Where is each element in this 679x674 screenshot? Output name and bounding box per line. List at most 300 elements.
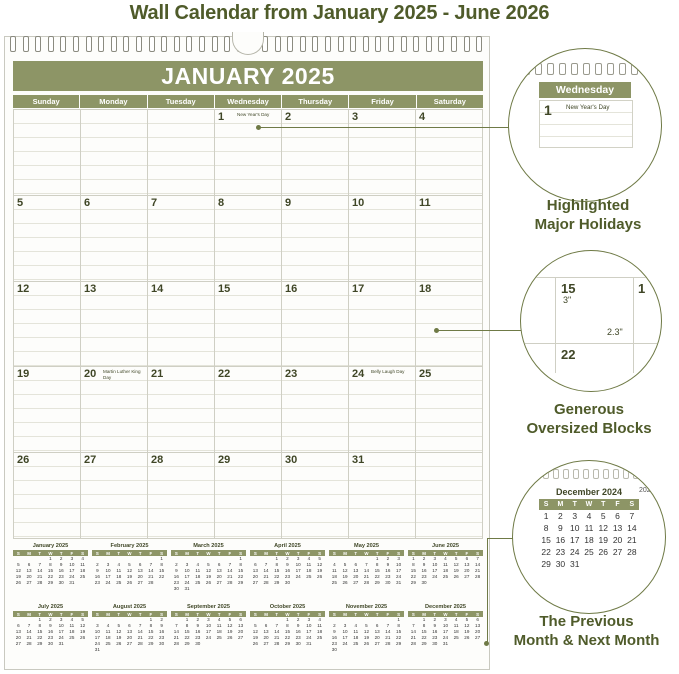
mini-calendar-title: March 2025 [193,543,224,549]
mini-day-cell: 24 [342,641,348,646]
mini-day-cell: 23 [331,641,337,646]
mini-day-cell: 11 [216,623,222,628]
mini-day-cell: 7 [275,623,279,628]
mini-weekday-header: F [67,611,78,617]
day-number: 26 [17,454,30,467]
mini-day-cell: 21 [227,574,233,579]
mini-calendar-table [13,611,88,647]
callout-mini-day-cell: 1 [543,511,549,521]
mini-day-cell: 12 [453,562,459,567]
callout-label-blocks-line1: Generous [553,401,625,418]
mini-day-cell: 3 [296,556,300,561]
mini-day-cell: 8 [185,623,189,628]
callout-mini-weekday-header: T [596,499,610,510]
mini-calendar-table [408,550,483,586]
mini-day-cell: 4 [333,562,336,567]
mini-calendar-title: June 2025 [431,543,460,549]
mini-day-cell: 24 [184,580,190,585]
mini-calendar-table [171,611,246,647]
mini-day-cell: 22 [238,574,244,579]
callout-day-left: 15 [561,281,576,296]
mini-day-cell: 11 [116,568,122,573]
mini-day-cell: 28 [227,580,233,585]
day-cell[interactable] [416,282,483,368]
mini-day-cell: 12 [80,623,86,628]
mini-calendar[interactable] [92,543,167,602]
day-cell[interactable] [282,453,349,539]
mini-day-cell: 16 [432,629,438,634]
mini-weekday-header: S [235,611,246,617]
mini-weekday-header: W [440,611,451,617]
mini-day-cell [113,647,124,653]
mini-day-cell: 26 [126,580,133,585]
day-cell[interactable] [148,453,215,539]
mini-day-cell: 27 [263,641,269,646]
mini-calendar[interactable] [250,604,325,663]
day-cell[interactable] [215,453,282,539]
mini-calendar[interactable] [408,604,483,663]
spiral-ring [613,469,619,479]
mini-calendar[interactable] [13,604,88,663]
mini-day-cell: 11 [317,623,322,628]
spiral-ring [199,36,205,52]
day-number: 29 [218,454,231,467]
mini-day-cell: 8 [397,623,400,628]
mini-day-cell: 9 [386,562,390,567]
day-number: 2 [285,111,292,123]
mini-day-cell: 23 [432,635,438,640]
callout-mini-day-cell: 15 [541,535,551,545]
mini-weekday-header: T [214,550,225,556]
callout-label-prevnext-line1: The Previous [539,613,634,630]
mini-day-cell: 14 [363,568,370,573]
mini-day-cell: 12 [252,629,258,634]
mini-day-cell: 26 [464,635,470,640]
day-cell[interactable] [148,367,215,453]
mini-day-cell: 1 [149,617,153,622]
mini-day-cell: 7 [38,562,42,567]
mini-day-cell: 16 [173,574,179,579]
mini-day-cell: 15 [148,629,154,634]
day-number: 18 [419,282,432,295]
mini-weekday-header: S [329,550,340,556]
spiral-ring [375,36,381,52]
callout-next-month-fragment: 2026 [639,487,655,494]
mini-day-cell: 27 [216,580,222,585]
mini-weekday-header: T [372,550,383,556]
mini-day-cell: 2 [333,623,336,628]
mini-calendar[interactable] [171,543,246,602]
day-cell[interactable] [416,196,483,282]
mini-day-cell: 19 [205,574,212,579]
day-cell-empty[interactable] [416,453,483,539]
mini-calendar[interactable] [171,604,246,663]
day-cell[interactable] [81,282,148,368]
mini-day-cell [429,580,440,586]
spiral-ring [464,36,470,52]
day-cell[interactable] [148,196,215,282]
day-cell[interactable] [148,282,215,368]
day-cell-empty[interactable] [81,110,148,196]
mini-day-cell: 29 [238,580,244,585]
callout-mini-title: December 2024 [555,487,623,497]
mini-day-cell: 27 [15,641,21,646]
mini-day-cell: 10 [184,568,190,573]
mini-day-cell: 1 [275,556,279,561]
day-cell[interactable] [282,196,349,282]
mini-day-cell: 6 [476,617,479,622]
mini-day-cell: 17 [205,629,212,634]
day-number: 21 [151,368,164,381]
day-cell[interactable] [215,282,282,368]
mini-day-cell: 7 [149,562,153,567]
mini-day-cell: 8 [38,623,42,628]
mini-day-cell: 2 [175,562,178,567]
mini-day-cell: 27 [137,580,143,585]
mini-day-cell [203,641,214,647]
mini-day-cell: 29 [421,641,427,646]
mini-day-cell: 5 [228,617,232,622]
mini-calendar-title: July 2025 [37,604,64,610]
mini-day-cell: 11 [331,568,337,573]
mini-weekday-header: F [462,611,473,617]
callout-mini-day-cell [582,558,596,570]
mini-day-cell: 6 [254,562,257,567]
callout-mini-day-cell: 23 [555,547,566,557]
callout-mini-day-cell: 14 [627,523,637,533]
mini-day-cell: 7 [27,623,31,628]
mini-day-cell: 4 [444,556,447,561]
mini-day-cell: 24 [396,574,402,579]
mini-day-cell: 5 [365,623,368,628]
day-number: 1 [218,111,225,123]
mini-day-cell: 27 [252,580,258,585]
mini-calendar[interactable] [408,543,483,602]
mini-weekday-header: S [77,550,88,556]
spiral-ring [136,36,142,52]
mini-day-cell: 22 [410,574,416,579]
mini-day-cell: 5 [117,623,121,628]
mini-weekday-header: S [13,550,24,556]
mini-day-cell: 26 [15,580,21,585]
mini-day-cell: 14 [37,568,43,573]
mini-day-cell: 2 [160,617,163,622]
mini-day-cell: 31 [94,647,100,652]
mini-weekday-header: T [192,550,203,556]
mini-day-cell: 4 [106,623,110,628]
mini-calendar-table [329,611,404,653]
mini-day-cell: 8 [286,623,289,628]
mini-day-cell: 25 [105,641,111,646]
callout-mini-day-cell: 19 [598,535,608,545]
mini-day-cell: 14 [148,568,154,573]
mini-day-cell [340,647,351,653]
mini-weekday-header: T [113,611,124,617]
spiral-ring [573,469,579,479]
mini-day-cell [203,586,214,592]
mini-day-cell: 11 [105,629,111,634]
mini-day-cell: 24 [442,635,449,640]
mini-weekday-header: F [146,611,157,617]
mini-day-cell: 5 [454,556,458,561]
mini-calendar-title: September 2025 [187,604,230,610]
mini-day-cell: 2 [296,617,300,622]
mini-weekday-header: T [192,611,203,617]
callout-mini-weekday-header: M [553,499,567,510]
mini-calendar-table [250,550,325,586]
mini-day-cell: 16 [284,568,291,573]
spiral-ring [413,36,419,52]
day-number: 23 [285,368,298,381]
mini-calendar[interactable] [13,543,88,602]
day-cell[interactable] [14,453,81,539]
mini-day-cell: 23 [284,574,291,579]
callout-mini-day-cell: 3 [572,511,578,521]
spiral-ring [603,469,609,479]
callout-mini-day-cell: 5 [600,511,606,521]
mini-day-cell: 28 [148,580,154,585]
mini-calendar-table [250,611,325,647]
mini-day-cell: 6 [217,562,221,567]
mini-day-cell: 21 [137,635,143,640]
mini-weekday-header: S [92,611,103,617]
mini-day-cell: 6 [375,623,379,628]
weekday-header-monday: Monday [80,95,146,108]
mini-week-row [171,586,246,592]
spiral-ring [583,469,589,479]
mini-day-cell: 7 [138,623,142,628]
mini-weekday-header: T [271,550,282,556]
mini-day-cell [472,580,483,586]
mini-week-row [329,580,404,586]
mini-weekday-header: W [45,611,56,617]
weekday-header-thursday: Thursday [282,95,348,108]
callout-mini-day-cell [596,558,610,570]
day-cell[interactable] [215,367,282,453]
mini-day-cell [393,647,404,653]
spiral-ring [593,469,599,479]
mini-weekday-header: T [56,550,67,556]
mini-day-cell: 31 [396,580,402,585]
mini-day-cell: 4 [454,617,458,622]
day-cell[interactable] [416,367,483,453]
mini-day-cell: 6 [17,623,20,628]
mini-day-cell: 22 [396,635,402,640]
mini-day-cell [124,647,135,653]
mini-weekday-header: S [408,550,419,556]
mini-day-cell: 24 [205,635,212,640]
mini-day-cell: 26 [342,580,348,585]
mini-day-cell: 14 [173,629,179,634]
spiral-ring [623,469,629,479]
mini-day-cell: 1 [239,556,242,561]
spiral-ring [523,63,530,75]
day-cell[interactable] [282,367,349,453]
mini-day-cell: 25 [353,641,359,646]
mini-day-cell: 18 [105,635,111,640]
mini-day-cell: 17 [94,635,100,640]
leader-dot-holiday [256,125,261,130]
day-cell[interactable] [349,367,416,453]
mini-day-cell: 1 [49,556,52,561]
day-cell-empty[interactable] [14,110,81,196]
mini-day-cell: 16 [159,629,165,634]
weekday-header-friday: Friday [349,95,415,108]
day-number: 7 [151,196,158,209]
day-number: 31 [352,454,365,467]
mini-day-cell: 19 [252,635,258,640]
day-cell[interactable] [81,453,148,539]
mini-weekday-header: T [429,611,440,617]
mini-day-cell: 2 [96,562,99,567]
day-cell[interactable] [349,282,416,368]
mini-day-cell: 16 [195,629,201,634]
callout-mini-day-cell [625,558,639,570]
mini-calendar[interactable] [329,543,404,602]
mini-weekday-header: M [340,611,351,617]
spiral-ring [633,469,639,479]
leader-line-prevnext-vert [487,538,488,642]
day-cell[interactable] [14,282,81,368]
day-cell[interactable] [215,196,282,282]
spiral-ring [312,36,318,52]
mini-calendar-title: November 2025 [345,604,388,610]
mini-day-cell [372,647,383,653]
mini-day-cell [156,580,167,586]
mini-weekday-header: F [67,550,78,556]
mini-day-cell: 1 [185,617,189,622]
mini-day-cell: 29 [374,580,380,585]
day-number: 12 [17,282,30,295]
mini-day-cell: 30 [385,580,391,585]
spiral-ring [535,63,542,75]
callout-day-right: 1 [638,281,646,296]
day-cell[interactable] [14,196,81,282]
day-cell[interactable] [81,367,148,453]
mini-calendar[interactable] [250,543,325,602]
mini-day-cell: 2 [49,617,52,622]
mini-calendar[interactable] [92,604,167,663]
mini-day-cell: 21 [363,574,370,579]
spiral-ring [563,469,569,479]
mini-day-cell: 17 [184,574,190,579]
mini-day-cell: 30 [421,580,427,585]
day-cell[interactable] [349,196,416,282]
leader-line-blocks [437,330,527,331]
month-header-bar [13,61,483,91]
mini-calendar[interactable] [329,604,404,663]
spiral-ring [300,36,306,52]
mini-day-cell: 29 [37,641,43,646]
mini-day-cell: 1 [412,556,415,561]
mini-day-cell [77,580,88,586]
mini-day-cell: 29 [148,641,154,646]
spiral-ring [595,63,602,75]
mini-day-cell: 31 [58,641,64,646]
mini-day-cell [225,641,236,647]
callout-mini-day-cell: 28 [627,547,637,557]
day-cell[interactable] [349,453,416,539]
mini-weekday-header: S [472,550,483,556]
day-cell[interactable] [416,110,483,196]
day-number: 13 [84,282,97,295]
mini-day-cell: 7 [264,562,268,567]
callout-label-holiday-line1: Highlighted [546,197,630,214]
mini-day-cell: 20 [137,574,143,579]
spiral-ring [23,36,29,52]
mini-day-cell: 20 [353,574,359,579]
day-cell[interactable] [14,367,81,453]
day-cell[interactable] [282,110,349,196]
mini-day-cell [156,647,167,653]
mini-day-cell: 9 [422,562,426,567]
mini-day-cell: 27 [238,635,244,640]
spiral-ring [543,469,549,479]
mini-day-cell: 23 [94,580,100,585]
callout-mini-day-cell: 24 [569,547,580,557]
mini-day-cell: 26 [205,580,212,585]
mini-day-cell: 23 [295,635,301,640]
mini-week-row [250,641,325,647]
mini-day-cell: 16 [58,568,64,573]
callout-mini-day-cell: 8 [543,523,549,533]
callout-mini-weekday-header: F [610,499,624,510]
holiday-label: Belly Laugh Day [371,369,405,375]
mini-day-cell: 14 [475,562,481,567]
mini-day-cell: 1 [375,556,379,561]
mini-day-cell: 25 [195,580,201,585]
callout-mini-table [539,499,639,570]
mini-day-cell: 1 [160,556,163,561]
callout-mini-day-cell: 12 [598,523,608,533]
day-cell[interactable] [282,282,349,368]
weekday-header-wednesday: Wednesday [215,95,281,108]
mini-day-cell [214,586,225,592]
spiral-ring [111,36,117,52]
mini-day-cell: 14 [410,629,416,634]
mini-day-cell: 3 [444,617,447,622]
callout-mini-day-cell: 20 [612,535,623,545]
day-cell[interactable] [349,110,416,196]
mini-day-cell: 24 [58,635,64,640]
spiral-ring [438,36,444,52]
callout-mini-day-cell: 21 [627,535,637,545]
mini-calendar-table [92,611,167,653]
mini-weekday-header: M [103,550,114,556]
spiral-ring [174,36,180,52]
mini-day-cell: 9 [286,562,289,567]
mini-day-cell: 3 [343,623,347,628]
mini-day-cell: 22 [159,574,165,579]
mini-day-cell [192,586,203,592]
mini-day-cell: 29 [284,641,291,646]
mini-day-cell: 16 [295,629,301,634]
mini-day-cell: 11 [306,562,312,567]
mini-day-cell: 31 [306,641,312,646]
day-cell[interactable] [81,196,148,282]
day-cell-empty[interactable] [148,110,215,196]
mini-weekday-header: T [429,550,440,556]
mini-calendar-strip [13,543,483,663]
spiral-ring [224,36,230,52]
mini-day-cell: 22 [47,574,54,579]
day-cell[interactable] [215,110,282,196]
mini-day-cell: 9 [49,623,52,628]
mini-weekday-header: F [225,611,236,617]
mini-weekday-header: S [250,550,261,556]
day-number: 14 [151,282,164,295]
mini-weekday-header: M [103,611,114,617]
